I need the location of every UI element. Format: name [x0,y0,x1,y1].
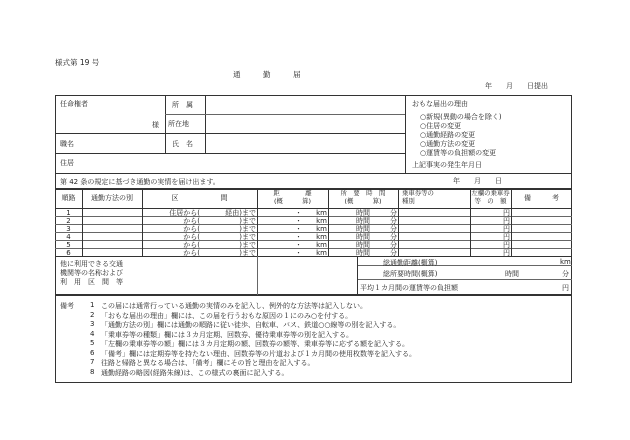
average-fare-unit: 円 [562,284,569,292]
distance-unit: km [316,208,327,217]
total-time-unit-min: 分 [562,270,569,278]
distance-decimal: ・ [295,224,302,233]
section-via: )まで [239,248,256,257]
section-via: )まで [239,232,256,241]
appointer-label: 任命権者 [60,100,88,108]
note-text: 「乗車券等の種類」欄には３カ月定期、回数券、優待乗車券等の別を記入する。 [101,330,353,339]
distance-unit: km [316,248,327,257]
total-distance-label: 総通勤距離(概算) [383,259,438,267]
fare-unit: 円 [503,208,510,217]
reason-option[interactable]: ○住居の変更 [420,122,462,130]
distance-decimal: ・ [295,208,302,217]
row-number: 2 [66,216,71,225]
distance-decimal: ・ [295,240,302,249]
distance-unit: km [316,232,327,241]
affiliation-label: 所 属 [172,101,193,109]
time-hour-unit: 時間 [356,216,370,225]
total-time-label: 総所要時間(概算) [383,270,438,278]
note-number: 6 [90,348,95,357]
reason-option[interactable]: ○通勤方法の変更 [420,140,476,148]
section-from: 住居から( [169,208,200,217]
section-from: から( [183,216,200,225]
occurrence-date-label: 上記事実の発生年月日 [412,161,482,169]
honorific: 様 [152,121,159,129]
reasons-heading: おもな届出の理由 [412,100,468,108]
section-from: から( [183,232,200,241]
header-method: 通勤方法の別 [91,194,133,202]
job-title-label: 職名 [60,140,74,148]
total-time-unit-hour: 時間 [505,270,519,278]
time-hour-unit: 時間 [356,208,370,217]
time-hour-unit: 時間 [356,232,370,241]
note-number: 5 [90,339,95,347]
time-hour-unit: 時間 [356,240,370,249]
note-number: 3 [90,320,95,328]
reason-option[interactable]: ○新規(異動の場合を除く) [420,113,502,121]
note-text: 往路と帰路と異なる場合は、「備考」欄にその旨と理由を記入する。 [101,359,315,367]
section-from: から( [183,248,200,257]
section-via: )まで [239,240,256,249]
header-distance: 距 離 (概 算) [273,189,312,205]
fare-unit: 円 [503,216,510,225]
time-hour-unit: 時間 [356,224,370,233]
notes-label: 備考 [60,302,74,310]
note-number: 1 [90,301,95,309]
fare-unit: 円 [503,248,510,257]
other-routes-label: 他に利用できる交通 機関等の名称および 利 用 区 間 等 [60,260,123,286]
note-text: 「左欄の乗車券等の額」欄には３カ月定期の額、回数券の額等、乗車券等に応ずる額を記入する。 [101,340,409,348]
average-fare-label: 平均１カ月間の運賃等の負担額 [360,284,458,292]
header-time: 所 要 時 間 (概 算) [340,189,386,205]
note-number: 8 [90,367,95,376]
row-number: 1 [66,208,71,217]
section-from: から( [183,240,200,249]
header-ticket-type: 乗車券等の 種別 [402,189,434,205]
page-title: 通 勤 届 [233,70,301,79]
distance-decimal: ・ [295,216,302,225]
note-number: 2 [90,310,95,319]
header-section: 区 間 [171,194,228,202]
distance-decimal: ・ [295,232,302,241]
section-via: )まで [239,224,256,233]
row-number: 6 [66,248,71,257]
location-label: 所在地 [168,120,189,128]
fare-unit: 円 [503,232,510,241]
distance-unit: km [316,240,327,249]
time-minute-unit: 分 [390,232,397,241]
note-text: 「備考」欄には定期券等を持たない理由、回数券等の片道および１カ月間の使用枚数等を記入する。 [101,349,416,358]
note-text: 通勤経路の略図(経路朱線)は、この様式の裏面に記入する。 [101,368,289,377]
total-distance-unit: km [560,258,571,266]
name-label: 氏 名 [172,140,193,148]
row-number: 5 [66,240,71,249]
time-minute-unit: 分 [390,248,397,257]
applicant-section [55,95,572,189]
note-number: 4 [90,329,95,338]
header-remarks: 備 考 [524,194,559,202]
note-text: 「おもな届出の理由」欄には、この届を行うおもな原因の１にのみ○を付する。 [101,311,353,320]
note-text: この届には通常行っている通勤の実情のみを記入し、例外的な方法等は記入しない。 [101,302,367,310]
row-number: 4 [66,232,71,241]
section-via: )まで [239,216,256,225]
distance-unit: km [316,224,327,233]
time-minute-unit: 分 [390,208,397,217]
time-minute-unit: 分 [390,240,397,249]
time-minute-unit: 分 [390,224,397,233]
time-hour-unit: 時間 [356,248,370,257]
note-text: 「通勤方法の別」欄には通勤の順路に従い徒歩、自転車、バス、鉄道○○線等の別を記入する。 [101,321,401,329]
distance-decimal: ・ [295,248,302,257]
row-number: 3 [66,224,71,233]
section-from: から( [183,224,200,233]
form-number: 様式第 19 号 [55,58,100,67]
occurrence-date: 年 月 日 [453,177,502,185]
time-minute-unit: 分 [390,216,397,225]
reason-option[interactable]: ○通勤経路の変更 [420,131,476,139]
statement: 第 42 条の規定に基づき通勤の実情を届け出ます。 [60,178,220,186]
header-fare: 左欄の乗車券 等 の 額 [471,189,510,205]
section-via: 経由)まで [225,208,256,217]
reason-option[interactable]: ○運賃等の負担額の変更 [420,149,497,157]
distance-unit: km [316,216,327,225]
header-order: 順路 [61,194,76,202]
address-label: 住居 [60,159,74,167]
submission-date: 年 月 日提出 [485,82,548,90]
note-number: 7 [90,358,95,366]
fare-unit: 円 [503,240,510,249]
fare-unit: 円 [503,224,510,233]
